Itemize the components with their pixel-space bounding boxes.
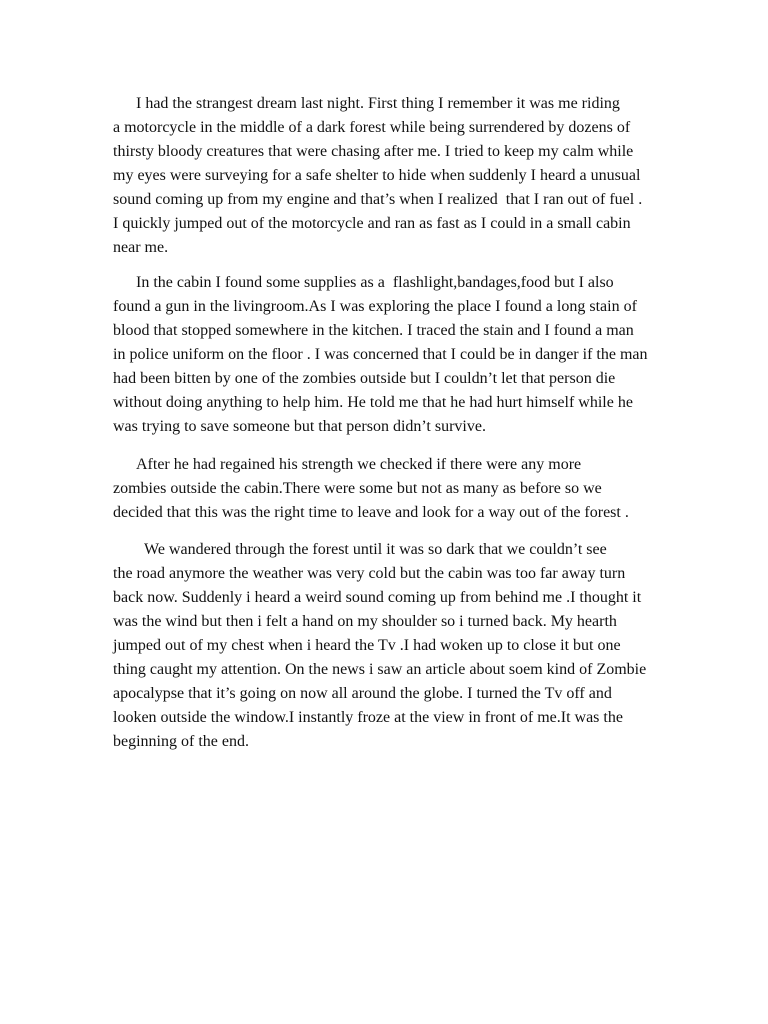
paragraph-line: In the cabin I found some supplies as a flashlight,bandages,food but I also <box>136 274 614 291</box>
paragraph-line: I quickly jumped out of the motorcycle and ran as fast as I could in a small cabin <box>113 215 631 232</box>
paragraph-line: I had the strangest dream last night. First thing I remember it was me riding <box>136 95 620 112</box>
paragraph-line: my eyes were surveying for a safe shelter to hide when suddenly I heard a unusual <box>113 167 641 184</box>
paragraph-line: blood that stopped somewhere in the kitchen. I traced the stain and I found a man <box>113 322 634 339</box>
paragraph-line: zombies outside the cabin.There were some but not as many as before so we <box>113 480 602 497</box>
paragraph-line: without doing anything to help him. He told me that he had hurt himself while he <box>113 394 633 411</box>
paragraph-line: We wandered through the forest until it was so dark that we couldn’t see <box>144 541 607 558</box>
paragraph-line: the road anymore the weather was very cold but the cabin was too far away turn <box>113 565 626 582</box>
paragraph-line: had been bitten by one of the zombies outside but I couldn’t let that person die <box>113 370 616 387</box>
paragraph-line: thing caught my attention. On the news i saw an article about soem kind of Zombie <box>113 661 647 678</box>
paragraph-line: sound coming up from my engine and that’s when I realized that I ran out of fuel . <box>113 191 643 208</box>
paragraph-4 <box>113 538 683 754</box>
paragraph-line: beginning of the end. <box>113 733 249 750</box>
paragraph-line: a motorcycle in the middle of a dark forest while being surrendered by dozens of <box>113 119 631 136</box>
paragraph-line: jumped out of my chest when i heard the Tv .I had woken up to close it but one <box>113 637 621 654</box>
paragraph-line: found a gun in the livingroom.As I was exploring the place I found a long stain of <box>113 298 637 315</box>
paragraph-line: was trying to save someone but that person didn’t survive. <box>113 418 486 435</box>
paragraph-2 <box>113 271 683 439</box>
paragraph-line: decided that this was the right time to leave and look for a way out of the forest . <box>113 504 629 521</box>
paragraph-line: thirsty bloody creatures that were chasing after me. I tried to keep my calm while <box>113 143 634 160</box>
paragraph-line: back now. Suddenly i heard a weird sound coming up from behind me .I thought it <box>113 589 642 606</box>
paragraph-line: After he had regained his strength we checked if there were any more <box>136 456 582 473</box>
paragraph-1 <box>113 92 683 260</box>
paragraph-line: looken outside the window.I instantly froze at the view in front of me.It was the <box>113 709 623 726</box>
paragraph-line: near me. <box>113 239 169 256</box>
paragraph-line: in police uniform on the floor . I was concerned that I could be in danger if the man <box>113 346 648 363</box>
paragraph-line: apocalypse that it’s going on now all around the globe. I turned the Tv off and <box>113 685 612 702</box>
paragraph-3 <box>113 453 683 525</box>
paragraph-line: was the wind but then i felt a hand on my shoulder so i turned back. My hearth <box>113 613 617 630</box>
